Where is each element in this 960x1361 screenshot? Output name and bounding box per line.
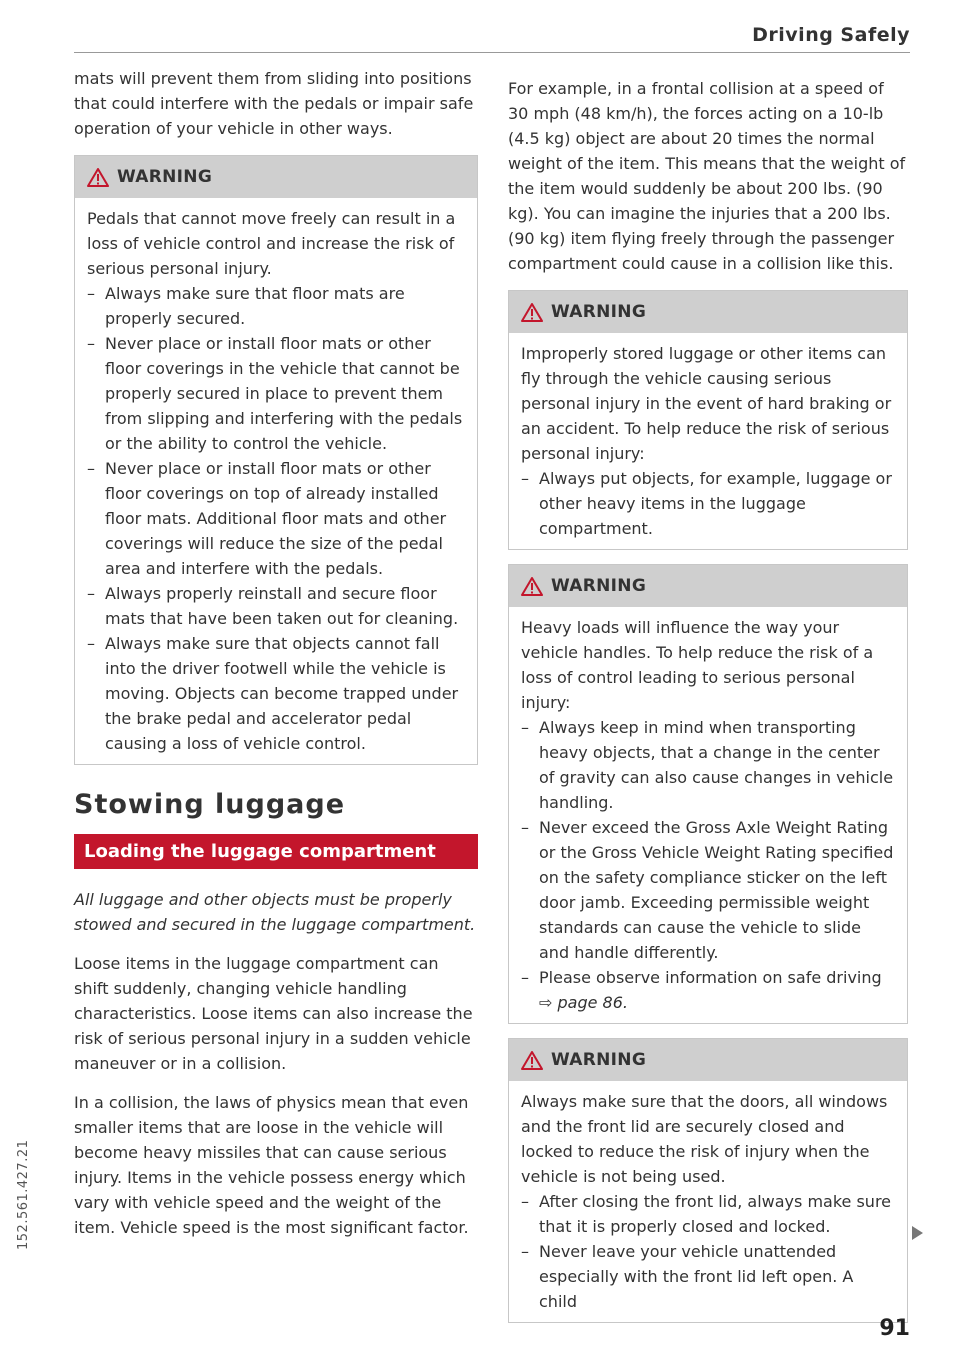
warning-box-pedals	[74, 155, 478, 765]
warning-list-item: – Never place or install floor mats or other floor coverings in the vehicle that cannot be properly secured in place to prevent them from slipping and interfering with the pedals or the ability to control the vehicle.	[87, 331, 465, 456]
warning-body	[75, 198, 477, 764]
warning-label: WARNING	[551, 302, 647, 322]
warning-list-item	[521, 965, 895, 1015]
warning-text: Improperly stored luggage or other items can fly through the vehicle causing serious personal injury in the event of hard braking or an accident. To help reduce the risk of serious personal injury:	[521, 344, 892, 463]
warning-list-item: – Never leave your vehicle unattended especially with the front lid left open. A child	[521, 1239, 895, 1314]
warning-triangle-icon	[521, 1050, 543, 1070]
running-header-title: Driving Safely	[752, 24, 910, 46]
warning-list-item: – Always put objects, for example, luggage or other heavy items in the luggage compartment.	[521, 466, 895, 541]
warning-header	[509, 1039, 907, 1081]
warning-box-luggage	[508, 290, 908, 550]
warning-list	[87, 281, 465, 756]
warning-header	[75, 156, 477, 198]
warning-label: WARNING	[117, 167, 213, 187]
warning-triangle-icon	[521, 576, 543, 596]
body-paragraph: For example, in a frontal collision at a speed of 30 mph (48 km/h), the forces acting on a 10-lb (4.5 kg) object are about 20 times the normal weight of the item. This means that the weight of the item would suddenly be about 200 lbs. (90 kg). You can imagine the injuries that a 200 lbs. (90 kg) item flying freely through the passenger compartment could cause in a collision like this.	[508, 79, 906, 273]
page-reference-link[interactable]: ⇨ page 86.	[539, 993, 628, 1012]
warning-list-item: – After closing the front lid, always make sure that it is properly closed and locked.	[521, 1189, 895, 1239]
warning-text: Heavy loads will influence the way your vehicle handles. To help reduce the risk of a loss of control leading to serious personal injury:	[521, 618, 874, 712]
warning-label: WARNING	[551, 1050, 647, 1070]
warning-list-item: – Always keep in mind when transporting heavy objects, that a change in the center of gravity can also cause changes in vehicle handling.	[521, 715, 895, 815]
header-divider	[74, 52, 910, 53]
page-number: 91	[879, 1316, 910, 1341]
warning-box-doors	[508, 1038, 908, 1323]
warning-header	[509, 565, 907, 607]
body-paragraph: In a collision, the laws of physics mean that even smaller items that are loose in the vehicle will become heavy missiles that can cause serious injury. Items in the vehicle possess energy which vary with vehicle speed and the weight of the item. Vehicle speed is the most significant factor.	[74, 1093, 469, 1237]
subsection-title: Loading the luggage compartment	[74, 834, 478, 869]
warning-list	[521, 466, 895, 541]
warning-triangle-icon	[521, 302, 543, 322]
intro-paragraph: mats will prevent them from sliding into positions that could interfere with the pedals or impair safe operation of your vehicle in other ways.	[74, 69, 474, 138]
continue-arrow-icon	[912, 1226, 923, 1240]
warning-list	[521, 715, 895, 1015]
warning-list-item-text: Please observe information on safe driving	[539, 968, 882, 987]
warning-list-item: – Always make sure that floor mats are properly secured.	[87, 281, 465, 331]
right-column	[508, 76, 908, 1337]
warning-list-item: – Always properly reinstall and secure floor mats that have been taken out for cleaning.	[87, 581, 465, 631]
warning-body	[509, 1081, 907, 1322]
body-paragraph: Loose items in the luggage compartment can shift suddenly, changing vehicle handling characteristics. Loose items can also increase the risk of serious personal injury in a sudden vehicle maneuver or in a collision.	[74, 954, 473, 1073]
warning-body	[509, 333, 907, 549]
warning-text: Always make sure that the doors, all windows and the front lid are securely closed and locked to reduce the risk of injury when the vehicle is not being used.	[521, 1092, 888, 1186]
warning-header	[509, 291, 907, 333]
warning-triangle-icon	[87, 167, 109, 187]
warning-text: Pedals that cannot move freely can result in a loss of vehicle control and increase the risk of serious personal injury.	[87, 209, 456, 278]
warning-box-heavy-loads	[508, 564, 908, 1024]
lead-paragraph: All luggage and other objects must be properly stowed and secured in the luggage compartment.	[74, 890, 476, 934]
warning-label: WARNING	[551, 576, 647, 596]
warning-list-item: – Never exceed the Gross Axle Weight Rating or the Gross Vehicle Weight Rating specified on the safety compliance sticker on the left door jamb. Exceeding permissible weight standards can cause the vehicle to slide and handle differently.	[521, 815, 895, 965]
warning-list	[521, 1189, 895, 1314]
left-column	[74, 66, 478, 1254]
warning-body	[509, 607, 907, 1023]
section-title: Stowing luggage	[74, 789, 346, 820]
warning-list-item: – Never place or install floor mats or other floor coverings on top of already installed floor mats. Additional floor mats and other coverings will reduce the size of the pedal area and interfere with the pedals.	[87, 456, 465, 581]
warning-list-item: – Always make sure that objects cannot fall into the driver footwell while the vehicle is moving. Objects can become trapped under the brake pedal and accelerator pedal causing a loss of vehicle control.	[87, 631, 465, 756]
document-code: 152.561.427.21	[16, 1139, 31, 1250]
